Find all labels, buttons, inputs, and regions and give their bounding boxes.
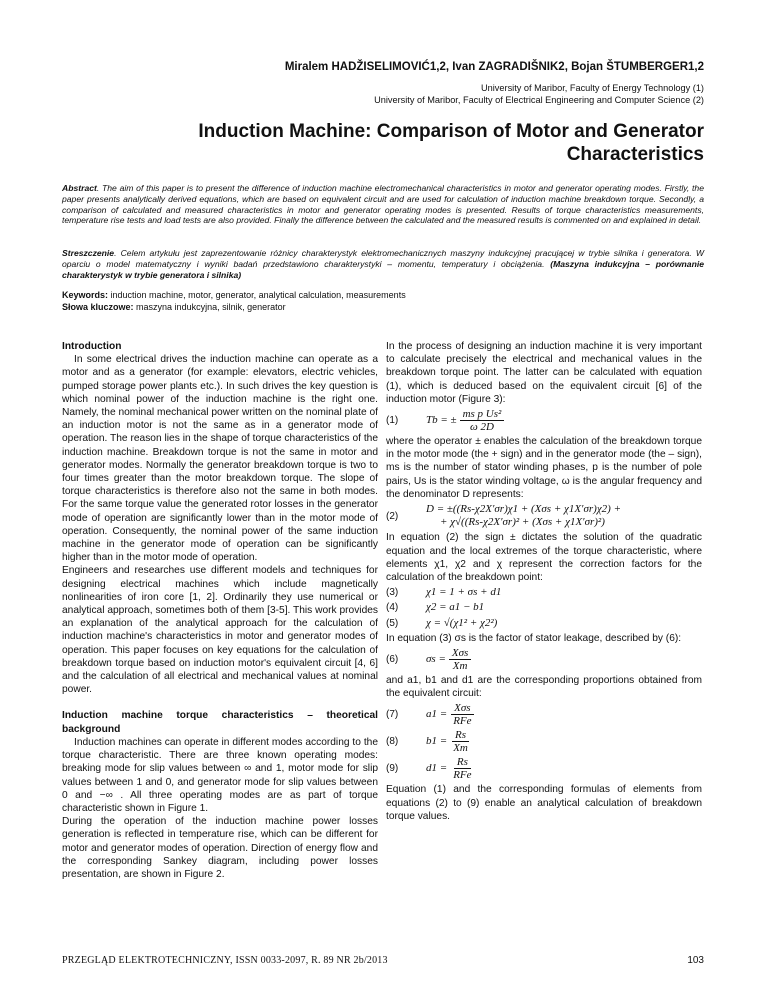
eq2-line-2: + χ√((Rs-χ2X′σr)² + (Xσs + χ1X′σr)²) [440,516,605,529]
equation-4 [386,601,702,614]
abstract [62,183,704,226]
torque-paragraph-2: During the operation of the induction machine power losses generation is reflected in temperature rise, which can be different for motor and generator modes of operation. Direction of energy flow and the corresponding Sankey diagram, including power losses presentation, are shown in Figure 2. [62,816,378,880]
equation-1 [386,408,702,433]
equation-7 [386,702,702,727]
eq1-lhs: Tb = ± [426,413,457,426]
right-paragraph-2: where the operator ± enables the calculation of the breakdown torque in the motor mode (the + sign) and in the generator mode (the – sign), ms is the number of stator winding phases, p is the number of pole pairs, Us is the stator winding voltage, ω is the angular frequency and the denominator D represents: [386,436,702,500]
eq7-lhs: a1 = [426,708,448,721]
eq8-number: (8) [386,736,399,748]
equation-9 [386,756,702,781]
affiliation-2: University of Maribor, Faculty of Electrical Engineering and Computer Science (2) [374,95,704,105]
eq9-number: (9) [386,763,399,775]
streszczenie-title-pl: (Maszyna indukcyjna – porównanie charakterystyk w trybie generatora i silnika) [62,258,704,280]
streszczenie [62,248,704,280]
right-paragraph-1: In the process of designing an induction machine it is very important to calculate precisely the electrical and mechanical values in the breakdown torque point. The latter can be calculated with equation (1), which is deduced based on the equivalent circuit [6] of the induction motor (Figure 3): [386,341,702,405]
intro-paragraph-2: Engineers and researches use different models and techniques for designing electrical machines which include magnetically nonlinearities of iron core [1, 2]. Ordinarily they use numerical or analytical approach, sometimes both of them [3-5]. This work provides an explanation of the analytical approach for the calculation of induction machine's characteristics in motor and generator modes of operation. This paper focuses on key equations for the calculation of breakdown torque based on induction motor's equivalent circuit [4, 6] and the calculation of all electrical and mechanical values at nominal power. [62,565,378,696]
keywords-en: induction machine, motor, generator, analytical calculation, measurements [110,290,406,300]
streszczenie-label: Streszczenie [62,248,115,258]
left-column [62,340,378,881]
eq1-numerator: ms p Us² [460,408,505,421]
paper-title: Induction Machine: Comparison of Motor and Generator Characteristics [198,121,704,165]
eq4-body: χ2 = a1 − b1 [426,601,485,614]
intro-paragraph-1: In some electrical drives the induction machine can operate as a motor and as a generator (for example: elevators, electric vehicles, pumped storage power plants etc.). In such drives the key question is which nominal power of the induction machine is the right one. Namely, the nominal mechanical power written on the nominal plate of an induction motor is not the same as in a generator mode of operation. The reason lies in the shape of torque characteristics of the induction machine. Breakdown torque is not the same in motor and generator modes. Normally the generator breakdown torque is two to four times greater than the motor breakdown torque. The slope of torque characteristics is therefore also not the same in both modes. For the same torque value the generated rotor losses in the generator mode of operation are significantly lower than in the motor mode of operation. Consequently, the nominal power of the same induction machine in the generator mode of operation can be significantly higher than in the motor mode of operation. [62,354,378,564]
equation-8 [386,729,702,754]
right-paragraph-5: and a1, b1 and d1 are the corresponding proportions obtained from the equivalent circuit: [386,675,702,700]
eq6-number: (6) [386,653,399,665]
right-paragraph-4: In equation (3) σs is the factor of stator leakage, described by (6): [386,632,682,644]
equation-3 [386,586,702,599]
eq7-denominator: RFe [453,715,472,728]
keywords-pl: maszyna indukcyjna, silnik, generator [136,301,286,312]
eq3-body: χ1 = 1 + σs + d1 [426,586,502,599]
abstract-text: . The aim of this paper is to present the difference of induction machine electromechanical characteristics in motor and generator operating modes. Firstly, the paper presents analytically derived equations, which are based on equivalent circuit and are used for calculation of induction machine breakdown torque. Secondly, a comparison of calculated and measured characteristics in motor and generator operating modes is presented. Results of torque characteristics measurements, temperature rise tests and load tests are also provided. Finally the difference between the calculated and the measured results is commented on and explained in detail. [62,183,704,226]
right-paragraph-3: In equation (2) the sign ± dictates the solution of the quadratic equation and the local extremes of the torque characteristic, where elements χ1, χ2 and χ represent the correction factors for the calculation of the breakdown point: [386,532,702,584]
abstract-label: Abstract [62,183,97,193]
eq2-line-1: D = ±((Rs-χ2X′σr)χ1 + (Xσs + χ1X′σr)χ2) + [426,503,622,516]
eq1-denominator: ω 2D [469,421,494,434]
eq8-denominator: Xm [453,742,468,755]
eq6-denominator: Xm [452,660,468,673]
eq2-number: (2) [386,511,399,523]
page-number: 103 [687,955,704,966]
eq3-number: (3) [386,587,399,599]
torque-heading: Induction machine torque characteristics – theoretical background [62,710,378,735]
eq5-body: χ = √(χ1² + χ2²) [426,616,498,629]
eq8-lhs: b1 = [426,735,448,748]
journal-footer: PRZEGLĄD ELEKTROTECHNICZNY, ISSN 0033-2097, R. 89 NR 2b/2013 [62,955,388,966]
authors: Miralem HADŽISELIMOVIĆ1,2, Ivan ZAGRADIŠNIK2, Bojan ŠTUMBERGER1,2 [284,61,704,73]
eq1-number: (1) [386,414,399,426]
eq4-number: (4) [386,602,399,614]
keywords-label-pl: Słowa kluczowe: [62,301,134,312]
keywords-label-en: Keywords: [62,290,109,300]
eq7-numerator: Xσs [451,702,473,715]
right-paragraph-6: Equation (1) and the corresponding formulas of elements from equations (2) to (9) enable an analytical calculation of breakdown torque values. [386,784,702,822]
intro-heading: Introduction [62,341,122,352]
torque-paragraph-1: Induction machines can operate in different modes according to the torque characteristic. There are three known operating modes: breaking mode for slip values between ∞ and 1, motor mode for slip values between 1 and 0, and generator mode for slip values between 0 and −∞ . All three operating modes are as part of torque characteristic shown in Figure 1. [62,736,378,814]
right-column [386,340,702,823]
equation-6 [386,647,702,672]
eq6-numerator: Xσs [449,647,471,660]
eq8-numerator: Rs [452,729,469,742]
keywords [62,290,704,313]
eq6-lhs: σs = [426,652,446,665]
eq9-lhs: d1 = [426,762,448,775]
affiliation-1: University of Maribor, Faculty of Energy Technology (1) [481,83,704,93]
eq7-number: (7) [386,709,399,721]
eq5-number: (5) [386,617,399,629]
eq9-numerator: Rs [454,756,471,769]
streszczenie-text: . Celem artykułu jest zaprezentowanie różnicy charakterystyk elektromechanicznych maszyny indukcyjnej pracującej w trybie silnika i generatora. W oparciu o model matematyczny i wyniki badań przedstawiono charakterystyki – momentu, temperatury i obciążenia. [62,248,704,269]
affiliations [374,82,704,106]
equation-5 [386,617,702,630]
eq9-denominator: RFe [453,769,472,782]
equation-2 [386,503,702,529]
